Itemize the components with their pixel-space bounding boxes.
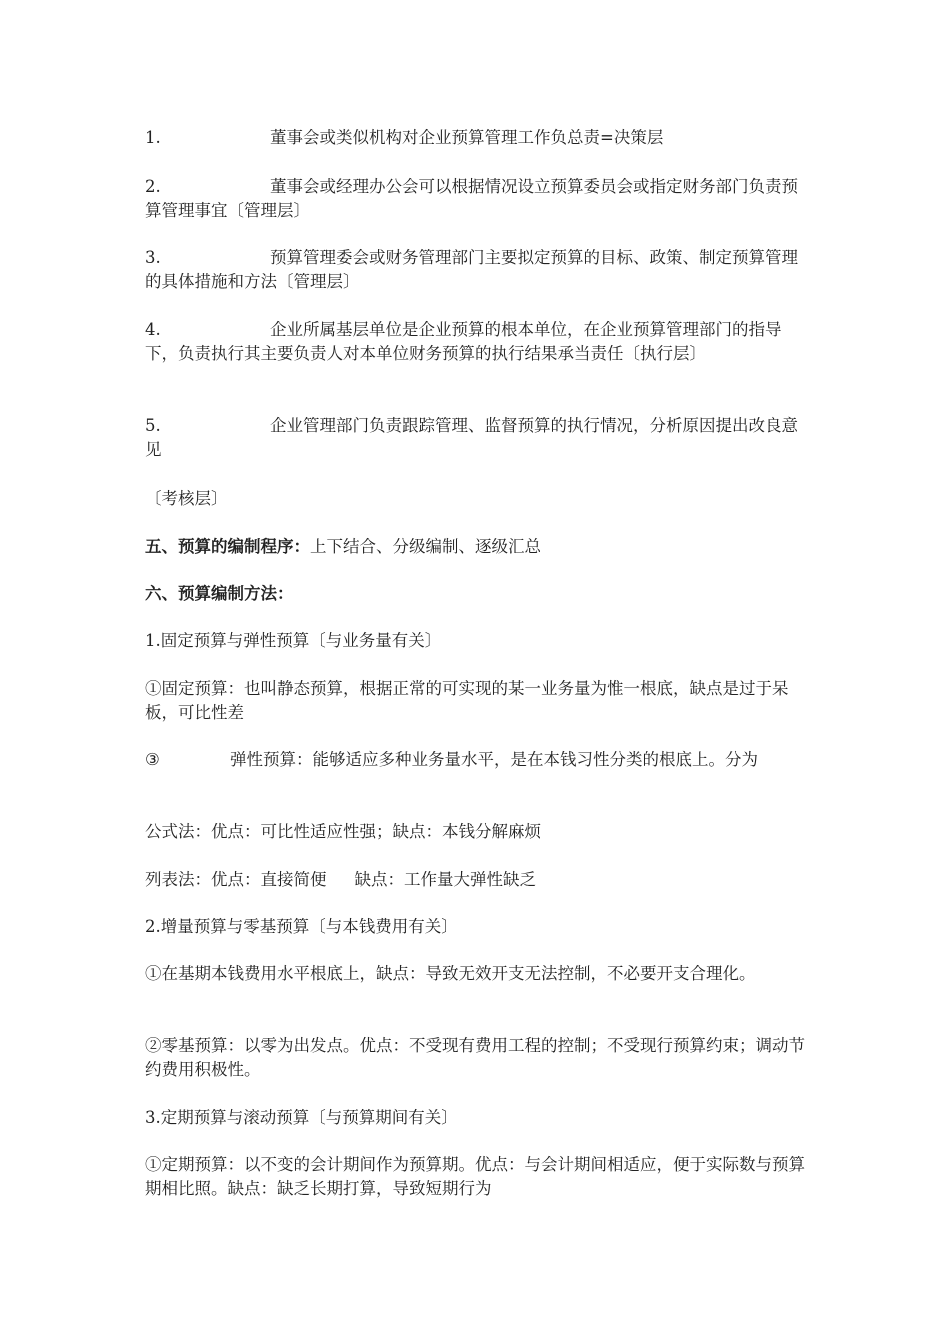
section-5 [145, 535, 807, 559]
item-3-text: 预算管理委会或财务管理部门主要拟定预算的目标、政策、制定预算管理的具体措施和方法〔管理层〕 [145, 248, 798, 291]
item-1 [145, 126, 807, 150]
item-3 [145, 246, 807, 294]
method-1-flexible-budget [145, 748, 807, 772]
method-3-periodic: ①定期预算：以不变的会计期间作为预算期。优点：与会计期间相适应，便于实际数与预算期相比照。缺点：缺乏长期打算，导致短期行为 [145, 1155, 805, 1198]
item-4-text: 企业所属基层单位是企业预算的根本单位，在企业预算管理部门的指导下，负责执行其主要负责人对本单位财务预算的执行结果承当责任〔执行层〕 [145, 320, 782, 363]
item-5-text: 企业管理部门负责跟踪管理、监督预算的执行情况，分析原因提出改良意见 [145, 416, 798, 459]
section-5-text: 上下结合、分级编制、逐级汇总 [310, 537, 541, 556]
item-4 [145, 318, 807, 366]
method-2-zero-based: ②零基预算：以零为出发点。优点：不受现有费用工程的控制；不受现行预算约束；调动节约费用积极性。 [145, 1036, 805, 1079]
flexible-budget-number: ③ [145, 750, 160, 769]
item-2-number: 2. [145, 177, 161, 196]
method-2-title: 2.增量预算与零基预算〔与本钱费用有关〕 [145, 917, 458, 936]
method-3-title: 3.定期预算与滚动预算〔与预算期间有关〕 [145, 1108, 458, 1127]
list-method-cons: 缺点：工作量大弹性缺乏 [354, 870, 536, 889]
item-5 [145, 414, 807, 462]
formula-method: 公式法：优点：可比性适应性强；缺点：本钱分解麻烦 [145, 822, 541, 841]
method-1-fixed-budget: ①固定预算：也叫静态预算，根据正常的可实现的某一业务量为惟一根底，缺点是过于呆板，可比性差 [145, 679, 789, 722]
item-2-text: 董事会或经理办公会可以根据情况设立预算委员会或指定财务部门负责预算管理事宜〔管理层〕 [145, 177, 798, 220]
item-3-number: 3. [145, 248, 161, 267]
section-6-heading: 六、预算编制方法： [145, 584, 294, 603]
item-1-number: 1. [145, 128, 161, 147]
item-2 [145, 175, 807, 223]
method-2-incremental: ①在基期本钱费用水平根底上，缺点：导致无效开支无法控制，不必要开支合理化。 [145, 964, 756, 983]
item-5-number: 5. [145, 416, 161, 435]
list-method-pros: 列表法：优点：直接简便 [145, 870, 327, 889]
method-1-title: 1.固定预算与弹性预算〔与业务量有关〕 [145, 631, 442, 650]
flexible-budget-text: 弹性预算：能够适应多种业务量水平，是在本钱习性分类的根底上。分为 [230, 750, 758, 769]
list-method [145, 868, 807, 892]
section-5-heading: 五、预算的编制程序： [145, 537, 310, 556]
item-1-text: 董事会或类似机构对企业预算管理工作负总责=决策层 [270, 128, 664, 147]
item-4-number: 4. [145, 320, 161, 339]
kaohe-label: 〔考核层〕 [145, 489, 228, 508]
